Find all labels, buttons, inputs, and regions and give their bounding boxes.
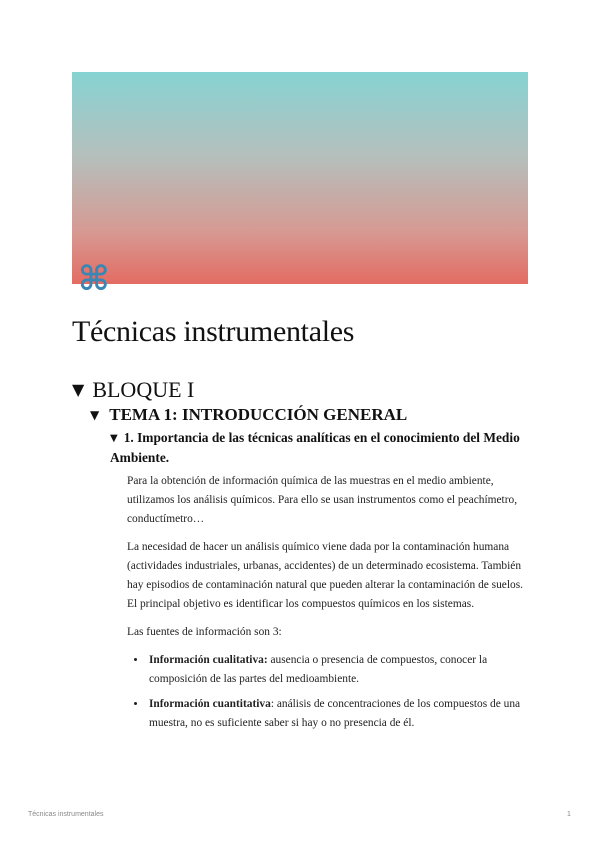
toggle-triangle-icon[interactable]: ▼ [90,408,100,422]
toggle-triangle-icon[interactable]: ▼ [110,433,118,444]
toggle-heading-tema[interactable] [90,404,407,426]
toggle-triangle-icon[interactable]: ▼ [72,380,85,399]
page-number: 1 [567,811,571,818]
page-title: Técnicas instrumentales [72,315,355,348]
sources-list [127,651,527,733]
list-item [147,651,527,689]
bloque-label: BLOQUE I [92,377,195,402]
list-item-text: ausencia o presencia de compuestos, conocer la composición de las partes del medioambiente. [149,654,488,685]
footer-title: Técnicas instrumentales [28,811,104,818]
paragraph: Las fuentes de información son 3: [127,626,282,638]
cover-image [72,72,528,284]
toggle-heading-bloque[interactable] [72,377,194,403]
list-item-term: Información cuantitativa [149,698,271,710]
list-item-term: Información cualitativa: [149,654,268,666]
section-label: 1. Importancia de las técnicas analíticas en el conocimiento del Medio Ambiente. [110,430,520,465]
tema-label: TEMA 1: INTRODUCCIÓN GENERAL [109,405,408,424]
list-item [147,695,527,733]
paragraph: Para la obtención de información química de las muestras en el medio ambiente, utilizamos los análisis químicos. Para ello se usan instrumentos como el peachímetro, conductímetro… [127,475,518,525]
command-icon: ⌘ [78,259,110,299]
paragraph: La necesidad de hacer un análisis químico viene dada por la contaminación humana (actividades industriales, urbanas, accidentes) de un determinado ecosistema. También hay episodios de contaminación natural que pueden alterar la contaminación de suelos. El principal objetivo es identificar los compuestos químicos en los sistemas. [127,541,524,610]
toggle-heading-section[interactable] [110,428,530,467]
section-body [127,472,527,739]
list-item-text: : análisis de concentraciones de los compuestos de una muestra, no es suficiente saber si hay o no presencia de él. [149,698,521,729]
